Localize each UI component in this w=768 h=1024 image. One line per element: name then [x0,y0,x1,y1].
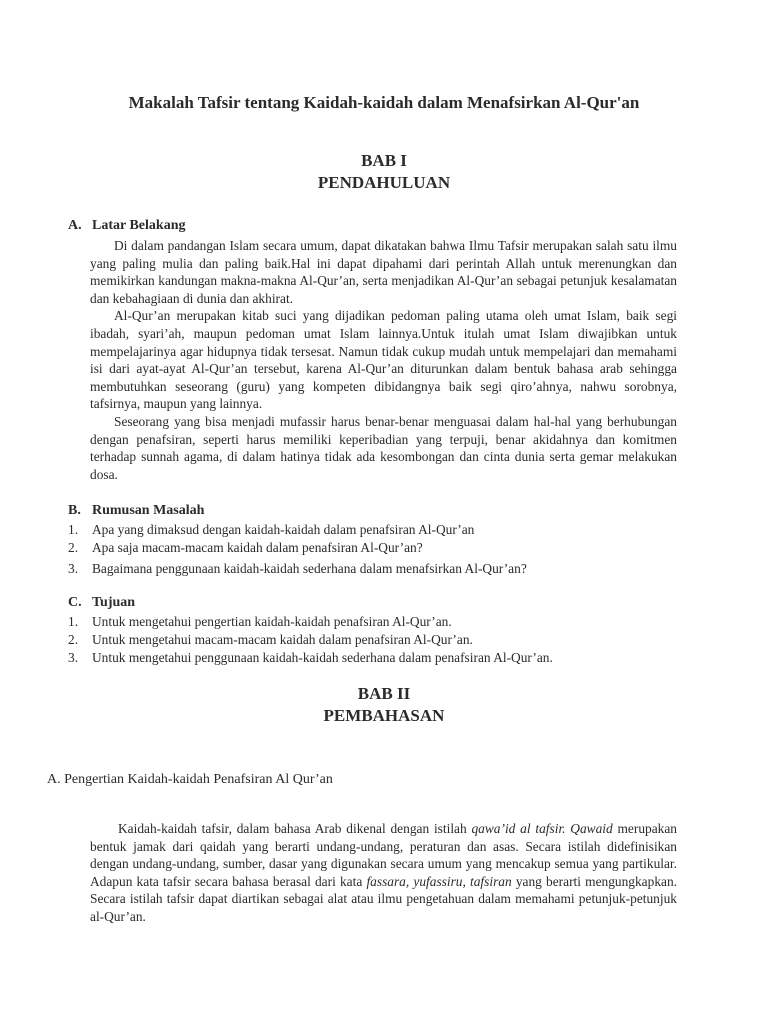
chapter-heading-2 [0,683,768,727]
section-title: Rumusan Masalah [92,503,205,518]
chapter-name: PEMBAHASAN [323,706,445,725]
section-label: B. [68,503,81,518]
paragraph-text: Kaidah-kaidah tafsir, dalam bahasa Arab dikenal dengan istilah [118,821,472,836]
list-item [68,631,678,649]
chapter-number: BAB I [361,151,407,170]
paragraph: Al-Qur’an merupakan kitab suci yang dijadikan pedoman paling utama oleh umat Islam, baik segi ibadah, syari’ah, maupun pedoman umat Islam lainnya.Untuk itulah umat Islam diwajibkan untuk mempelajarinya agar hidupnya tidak tersesat. Namun tidak cukup mudah untuk mempelajari dan memahami isi dari ayat-ayat Al-Qur’an tersebut, karena Al-Qur’an diturunkan dalam bentuk bahasa arab sehingga membutuhkan seseorang (guru) yang kompeten dibidangnya baik segi qiro’ahnya, nahwu sorobnya, tafsirnya, maupun yang lainnya. [90,308,677,412]
paragraph-text: merupakan bentuk jamak dari qaidah yang berarti undang-undang, peraturan dan asas. Secara istilah didefinisikan dengan undang-undang, sumber, dasar yang digunakan secara umum yang mencakup semua yang partikular. Adapun kata tafsir secara bahasa berasal dari kata [90,821,677,889]
section-title: Latar Belakang [92,218,186,233]
list-number: 3. [68,561,79,576]
list-number: 2. [68,632,79,647]
paragraph: Seseorang yang bisa menjadi mufassir harus benar-benar menguasai dalam hal-hal yang berhubungan dengan penafsiran, seperti harus memiliki keperibadian yang terpuji, benar akidahnya dan komitmen terhadap sunnah agama, di dalam hatinya tidak ada kesombongan dan cinta dunia serta gemar melakukan dosa. [90,413,677,482]
section-label: A. [68,218,82,233]
section-title: Tujuan [92,595,136,610]
list-item [68,560,678,578]
list-text: Apa saja macam-macam kaidah dalam penafsiran Al-Qur’an? [92,540,423,555]
pengertian-body [90,820,677,926]
section-heading-latar-belakang [68,218,185,234]
document-title: Makalah Tafsir tentang Kaidah-kaidah dalam Menafsirkan Al-Qur'an [128,93,640,112]
list-number: 2. [68,540,79,555]
italic-term: qawa’id al tafsir. Qawaid [471,821,613,836]
list-item [68,539,678,557]
paragraph-text: yang berarti mengungkapkan. Secara istilah tafsir dapat diartikan sebagai alat atau ilmu pengetahuan dalam memahami petunjuk-petunjuk al-Qur’an. [90,873,678,924]
list-item [68,521,678,539]
latar-belakang-body [90,237,677,483]
section-label: C. [68,595,82,610]
section-heading-rumusan-masalah [68,503,204,519]
list-text: Untuk mengetahui macam-macam kaidah dalam penafsiran Al-Qur’an. [92,632,473,647]
list-text: Untuk mengetahui penggunaan kaidah-kaidah sederhana dalam penafsiran Al-Qur’an. [92,650,553,665]
list-number: 1. [68,614,79,629]
paragraph: Di dalam pandangan Islam secara umum, dapat dikatakan bahwa Ilmu Tafsir merupakan salah satu ilmu yang paling mulia dan paling baik.Hal ini dapat dipahami dari perintah Allah untuk merenungkan dan memikirkan kandungan makna-makna Al-Qur’an, serta menjadikan Al-Qur’an sebagai petunjuk kesalamatan dan kebahagiaan di dunia dan akhirat. [90,238,677,306]
paragraph [90,820,677,926]
list-number: 3. [68,650,79,665]
list-item [68,649,678,667]
rumusan-masalah-list [68,521,678,578]
section-heading-pengertian: A. Pengertian Kaidah-kaidah Penafsiran Al Qur’an [47,772,333,787]
chapter-name: PENDAHULUAN [317,173,451,192]
italic-term: fassara, yufassiru, tafsiran [366,873,512,889]
list-item [68,613,678,631]
list-text: Bagaimana penggunaan kaidah-kaidah sederhana dalam menafsirkan Al-Qur’an? [92,561,527,576]
list-text: Untuk mengetahui pengertian kaidah-kaidah penafsiran Al-Qur’an. [92,614,452,629]
tujuan-list [68,613,678,667]
section-heading-tujuan [68,595,135,611]
list-text: Apa yang dimaksud dengan kaidah-kaidah dalam penafsiran Al-Qur’an [92,522,475,537]
chapter-number: BAB II [357,684,411,703]
list-number: 1. [68,522,79,537]
chapter-heading-1 [0,150,768,194]
